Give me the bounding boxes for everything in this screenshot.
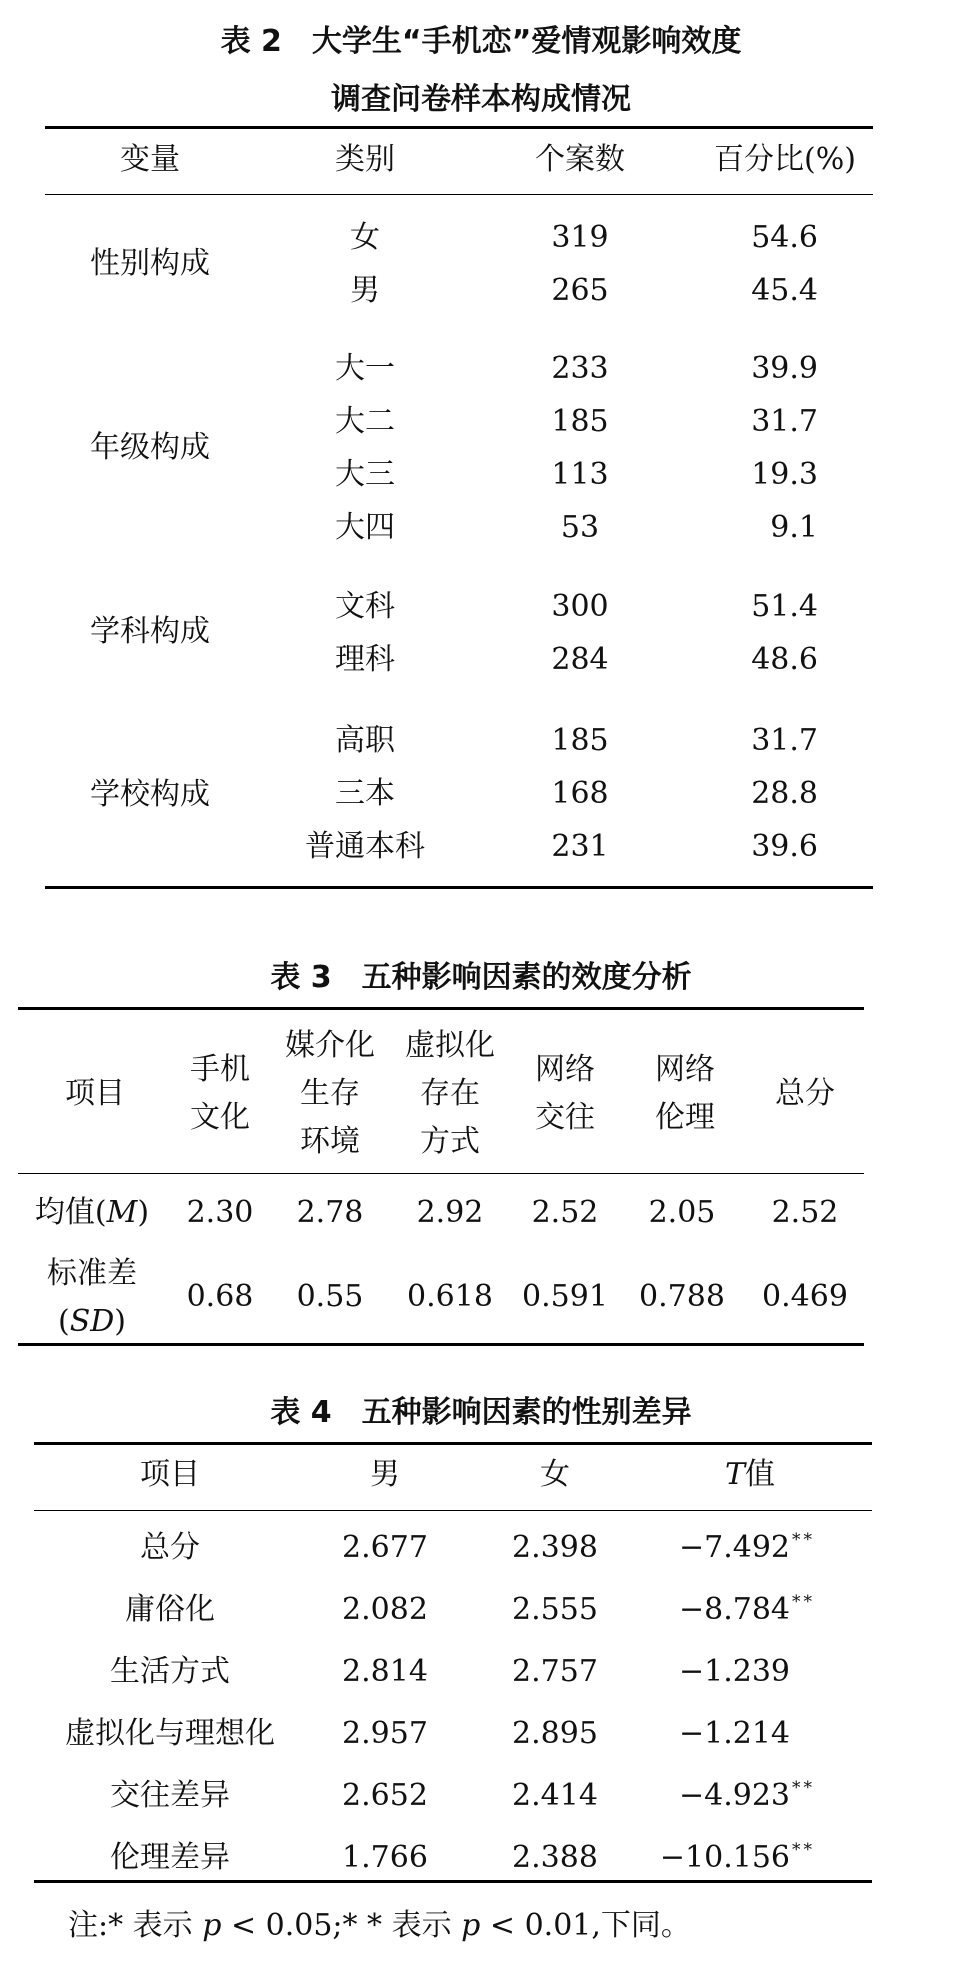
table2-header-variable: 变量: [120, 142, 180, 177]
table2-row: 高职: [335, 723, 395, 758]
table3-bottom-rule: [18, 1343, 864, 1346]
table4-cell: 2.652: [342, 1778, 428, 1813]
table3-cell: 2.78: [296, 1195, 364, 1230]
table4-cell: 2.398: [512, 1530, 598, 1565]
table3-top-rule: [18, 1007, 864, 1010]
table4-cell: 2.388: [512, 1840, 598, 1875]
table4-top-rule: [34, 1442, 872, 1445]
table2-row: 185: [551, 404, 609, 439]
table4-cell: 2.555: [512, 1592, 598, 1627]
table2-row: 53: [560, 510, 600, 545]
table4-row-item: 生活方式: [110, 1654, 230, 1689]
table2-group-school: 学校构成: [90, 777, 210, 812]
table2-row: 284: [551, 642, 609, 677]
table3-cell: 2.52: [531, 1195, 599, 1230]
table2-row: 31.7: [751, 404, 818, 439]
table2-row: 男: [350, 273, 380, 308]
table2-row: 233: [551, 351, 609, 386]
table2-row: 31.7: [751, 723, 818, 758]
table3-cell: 0.68: [186, 1279, 254, 1314]
table2-row: 女: [350, 220, 380, 255]
table4-header-t-value: T值: [724, 1457, 775, 1492]
table3-cell: 0.591: [522, 1279, 608, 1314]
table4-cell: 2.814: [342, 1654, 428, 1689]
table4-cell: −7.492: [678, 1530, 790, 1565]
table2-row: 三本: [335, 776, 395, 811]
table4-cell: −1.214: [678, 1716, 790, 1751]
table4-row-item: 虚拟化与理想化: [65, 1716, 275, 1751]
table4-title: 表 4 五种影响因素的性别差异: [270, 1395, 692, 1430]
table3-row-sd-label: 标准差 (SD): [47, 1256, 137, 1339]
table4-cell: −10.156: [659, 1840, 790, 1875]
table4-header-rule: [34, 1510, 872, 1511]
table3-title: 表 3 五种影响因素的效度分析: [270, 960, 692, 995]
table3-cell: 0.788: [639, 1279, 725, 1314]
table2-row: 普通本科: [305, 829, 425, 864]
table4-row-item: 庸俗化: [125, 1592, 215, 1627]
table4-cell: −4.923: [678, 1778, 790, 1813]
table4-header-female: 女: [540, 1457, 570, 1492]
table4-cell: 2.414: [512, 1778, 598, 1813]
table2-group-gender: 性别构成: [90, 246, 210, 281]
table2-row: 54.6: [751, 220, 818, 255]
table4-significance: **: [792, 1530, 815, 1550]
table2-group-discipline: 学科构成: [90, 614, 210, 649]
table4-cell: −1.239: [678, 1654, 790, 1689]
table3-header-item: 项目: [65, 1076, 125, 1111]
table2-row: 大一: [335, 351, 395, 386]
table3-cell: 2.52: [771, 1195, 839, 1230]
table4-bottom-rule: [34, 1880, 872, 1883]
table2-row: 319: [551, 220, 609, 255]
table4-cell: 2.082: [342, 1592, 428, 1627]
table3-cell: 0.55: [296, 1279, 364, 1314]
table3-header-network-ethics: 网络 伦理: [655, 1052, 715, 1135]
table2-header-percent: 百分比(%): [714, 142, 856, 177]
table3-header-media-env: 媒介化 生存 环境: [285, 1028, 375, 1159]
table2-row: 大三: [335, 457, 395, 492]
table3-row-mean-label: 均值(M): [34, 1195, 150, 1230]
table4-significance: **: [792, 1778, 815, 1798]
table2-row: 9.1: [770, 510, 818, 545]
table3-cell: 2.92: [416, 1195, 484, 1230]
table2-row: 300: [551, 589, 609, 624]
table4-row-item: 伦理差异: [110, 1840, 230, 1875]
table2-group-grade: 年级构成: [90, 430, 210, 465]
table3-cell: 2.30: [186, 1195, 254, 1230]
table2-header-rule: [45, 194, 873, 195]
table2-title: 表 2 大学生“手机恋”爱情观影响效度: [220, 24, 742, 59]
table3-header-network-interaction: 网络 交往: [535, 1052, 595, 1135]
table2-row: 文科: [335, 589, 395, 624]
table2-row: 45.4: [751, 273, 818, 308]
table2-row: 48.6: [751, 642, 818, 677]
table2-row: 113: [551, 457, 609, 492]
table2-subtitle: 调查问卷样本构成情况: [331, 82, 631, 117]
table2-row: 185: [551, 723, 609, 758]
table2-row: 168: [551, 776, 609, 811]
table2-row: 51.4: [751, 589, 818, 624]
table2-row: 理科: [335, 642, 395, 677]
table4-row-item: 总分: [140, 1530, 200, 1565]
table2-row: 大四: [335, 510, 395, 545]
table2-row: 19.3: [751, 457, 818, 492]
table3-cell: 0.469: [762, 1279, 848, 1314]
table4-row-item: 交往差异: [110, 1778, 230, 1813]
table4-cell: 2.757: [512, 1654, 598, 1689]
table4-cell: −8.784: [678, 1592, 790, 1627]
table4-header-male: 男: [370, 1457, 400, 1492]
table2-row: 大二: [335, 404, 395, 439]
table3-header-rule: [18, 1173, 864, 1174]
table2-row: 231: [551, 829, 609, 864]
table2-bottom-rule: [45, 886, 873, 889]
table4-cell: 2.895: [512, 1716, 598, 1751]
table3-cell: 0.618: [407, 1279, 493, 1314]
table4-cell: 2.677: [342, 1530, 428, 1565]
table3-header-phone-culture: 手机 文化: [190, 1052, 250, 1135]
table2-top-rule: [45, 126, 873, 129]
table4-cell: 1.766: [342, 1840, 428, 1875]
table2-header-count: 个案数: [535, 142, 625, 177]
table4-significance: **: [792, 1840, 815, 1860]
table3-header-virtual-mode: 虚拟化 存在 方式: [405, 1028, 495, 1159]
table4-cell: 2.957: [342, 1716, 428, 1751]
table3-cell: 2.05: [648, 1195, 716, 1230]
table2-row: 39.6: [751, 829, 818, 864]
table3-header-total: 总分: [775, 1076, 835, 1111]
table-note: 注:* 表示 p < 0.05;* * 表示 p < 0.01,下同。: [68, 1908, 691, 1943]
table2-header-category: 类别: [335, 142, 395, 177]
table4-significance: **: [792, 1592, 815, 1612]
table2-row: 265: [551, 273, 609, 308]
table4-header-item: 项目: [140, 1457, 200, 1492]
table2-row: 28.8: [751, 776, 818, 811]
table2-row: 39.9: [751, 351, 818, 386]
